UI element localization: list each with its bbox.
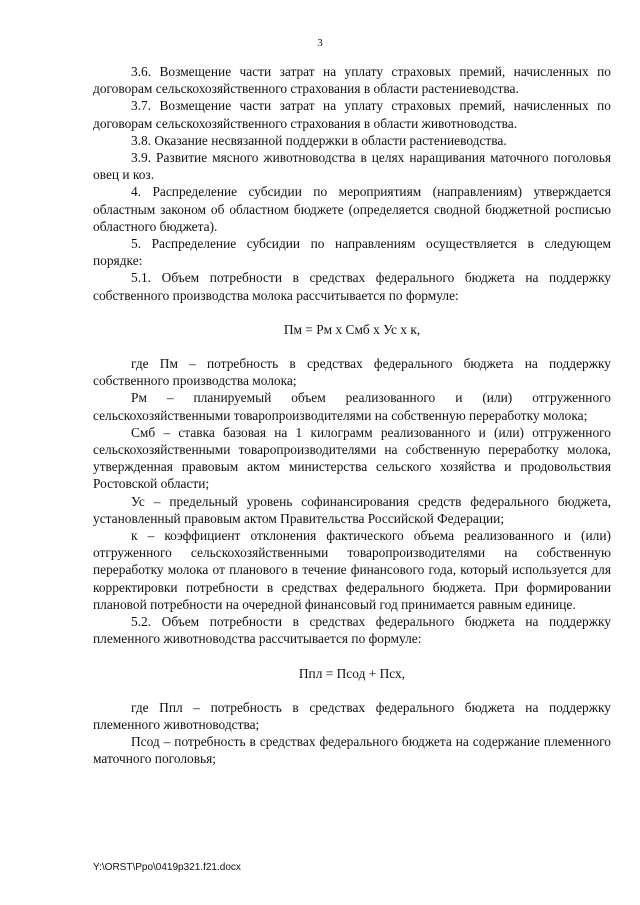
paragraph-5-1: 5.1. Объем потребности в средствах федерального бюджета на поддержку собственного производства молока рассчитывается по формуле: xyxy=(93,270,611,303)
definition-rm: Рм – планируемый объем реализованного и (или) отгруженного сельскохозяйственными товаропроизводителями на собственную переработку молока; xyxy=(93,390,611,423)
paragraph-3-7: 3.7. Возмещение части затрат на уплату страховых премий, начисленных по договорам сельскохозяйственного страхования в области животноводства. xyxy=(93,98,611,131)
definition-k: к – коэффициент отклонения фактического объема реализованного и (или) отгруженного сельскохозяйственными товаропроизводителями на собственную переработку молока от планового в течение финансового года, который используется для корректировки потребности в средствах федерального бюджета. При формировании плановой потребности на очередной финансовый год принимается равным единице. xyxy=(93,528,611,612)
formula-milk: Пм = Рм х Смб х Ус х к, xyxy=(283,321,421,337)
definition-ppl: где Ппл – потребность в средствах федерального бюджета на поддержку племенного животноводства; xyxy=(93,699,611,732)
paragraph-3-6: 3.6. Возмещение части затрат на уплату страховых премий, начисленных по договорам сельскохозяйственного страхования в области растениеводства. xyxy=(93,64,611,97)
paragraph-3-8: 3.8. Оказание несвязанной поддержки в области растениеводства. xyxy=(131,132,507,148)
page-number: 3 xyxy=(317,37,323,49)
paragraph-5: 5. Распределение субсидии по направлениям осуществляется в следующем порядке: xyxy=(93,236,611,269)
paragraph-3-9: 3.9. Развитие мясного животноводства в целях наращивания маточного поголовья овец и коз. xyxy=(93,150,611,183)
definition-psod: Псод – потребность в средствах федерального бюджета на содержание племенного маточного поголовья; xyxy=(93,734,611,767)
document-body xyxy=(93,63,611,768)
formula-breeding: Ппл = Псод + Псх, xyxy=(298,665,406,681)
definition-pm: где Пм – потребность в средствах федерального бюджета на поддержку собственного производства молока; xyxy=(93,356,611,389)
paragraph-5-2: 5.2. Объем потребности в средствах федерального бюджета на поддержку племенного животноводства рассчитывается по формуле: xyxy=(93,614,611,647)
definition-smb: Смб – ставка базовая на 1 килограмм реализованного и (или) отгруженного сельскохозяйственными товаропроизводителями на собственную переработку молока, утвержденная правовым актом министерства сельского хозяйства и продовольствия Ростовской области; xyxy=(93,424,611,492)
paragraph-4: 4. Распределение субсидии по мероприятиям (направлениям) утверждается областным законом об областном бюджете (определяется сводной бюджетной росписью областного бюджета). xyxy=(93,184,611,234)
definition-us: Ус – предельный уровень софинансирования средств федерального бюджета, установленный правовым актом Правительства Российской Федерации; xyxy=(93,493,611,526)
file-path-footer: Y:\ORST\Ppo\0419p321.f21.docx xyxy=(93,862,241,873)
